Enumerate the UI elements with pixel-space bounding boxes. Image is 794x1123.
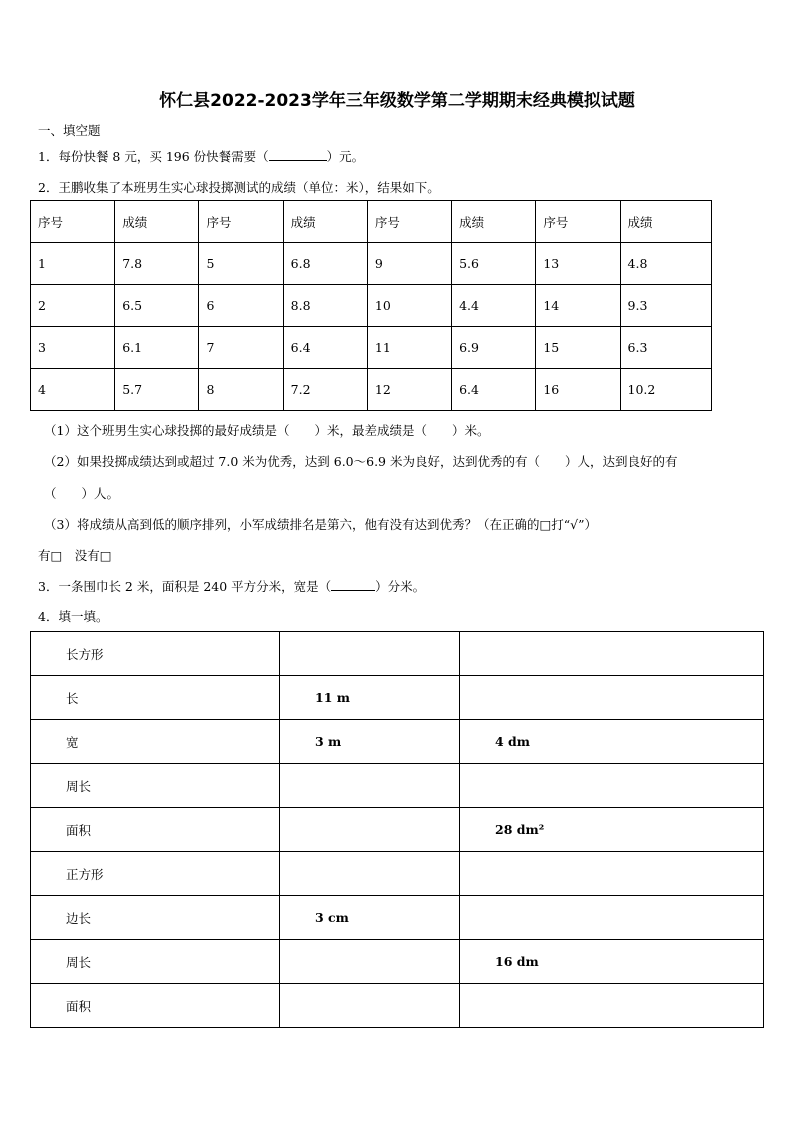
table-header-cell: 成绩 <box>283 201 367 243</box>
row-label: 面积 <box>31 808 280 852</box>
table-cell: 11 <box>367 327 451 369</box>
table-cell: 5.7 <box>115 369 199 411</box>
table-cell: 15 <box>536 327 620 369</box>
table-row <box>31 984 764 1028</box>
table-cell: 9.3 <box>620 285 711 327</box>
table-cell: 7.8 <box>115 243 199 285</box>
table-cell: 6.3 <box>620 327 711 369</box>
answer-blank[interactable] <box>331 578 375 591</box>
question-2-sub-3: （3）将成绩从高到低的顺序排列，小军成绩排名是第六，他有没有达到优秀？（在正确的□打“√”） <box>44 517 598 532</box>
table-cell: 6.9 <box>452 327 536 369</box>
row-label: 周长 <box>31 764 280 808</box>
table-cell: 8.8 <box>283 285 367 327</box>
question-3-text-after: ）分米。 <box>375 579 426 594</box>
table-cell: 4.8 <box>620 243 711 285</box>
table-cell: 4 <box>31 369 115 411</box>
table-row <box>31 243 712 285</box>
question-1-text-before: 1．每份快餐 8 元，买 196 份快餐需要（ <box>38 149 269 164</box>
table-header-cell: 序号 <box>536 201 620 243</box>
table-cell[interactable] <box>280 764 460 808</box>
question-2-intro: 2．王鹏收集了本班男生实心球投掷测试的成绩（单位：米），结果如下。 <box>38 180 440 195</box>
table-cell[interactable]: 4 dm <box>460 720 764 764</box>
table-row <box>31 764 764 808</box>
section-heading: 一、填空题 <box>38 123 101 138</box>
question-2-sub-1: （1）这个班男生实心球投掷的最好成绩是（ ）米，最差成绩是（ ）米。 <box>44 423 490 438</box>
table-cell[interactable] <box>280 632 460 676</box>
table-header-cell: 成绩 <box>452 201 536 243</box>
table-cell: 10 <box>367 285 451 327</box>
question-2-sub-2-line-1: （2）如果投掷成绩达到或超过 7.0 米为优秀，达到 6.0～6.9 米为良好，达到优秀的有（ ）人，达到良好的有 <box>44 454 678 469</box>
question-3 <box>38 577 425 595</box>
row-label: 面积 <box>31 984 280 1028</box>
table-row <box>31 285 712 327</box>
answer-options[interactable]: 有□ 没有□ <box>38 548 112 563</box>
table-row <box>31 327 712 369</box>
table-cell: 16 <box>536 369 620 411</box>
table-cell: 7.2 <box>283 369 367 411</box>
table-header-cell: 序号 <box>31 201 115 243</box>
table-cell: 12 <box>367 369 451 411</box>
table-cell: 4.4 <box>452 285 536 327</box>
table-cell: 6.5 <box>115 285 199 327</box>
table-cell[interactable] <box>460 984 764 1028</box>
question-4-intro: 4．填一填。 <box>38 609 109 624</box>
table-cell[interactable] <box>460 896 764 940</box>
table-header-cell: 序号 <box>199 201 283 243</box>
question-1 <box>38 147 364 165</box>
table-header-row <box>31 201 712 243</box>
table-cell: 7 <box>199 327 283 369</box>
question-2-sub-2-line-2: （ ）人。 <box>44 486 120 501</box>
table-cell: 6.1 <box>115 327 199 369</box>
answer-blank[interactable] <box>269 148 327 161</box>
table-cell: 6.4 <box>452 369 536 411</box>
table-header-cell: 序号 <box>367 201 451 243</box>
table-row <box>31 632 764 676</box>
table-row <box>31 720 764 764</box>
table-cell[interactable] <box>460 852 764 896</box>
question-3-text-before: 3．一条围巾长 2 米，面积是 240 平方分米，宽是（ <box>38 579 332 594</box>
table-cell: 2 <box>31 285 115 327</box>
table-row <box>31 940 764 984</box>
table-cell[interactable] <box>460 764 764 808</box>
question-1-text-after: ）元。 <box>326 149 365 164</box>
table-cell: 8 <box>199 369 283 411</box>
table-header-cell: 成绩 <box>620 201 711 243</box>
table-cell[interactable]: 3 m <box>280 720 460 764</box>
table-row <box>31 676 764 720</box>
table-cell[interactable] <box>280 808 460 852</box>
table-row <box>31 852 764 896</box>
table-cell: 5.6 <box>452 243 536 285</box>
table-cell: 10.2 <box>620 369 711 411</box>
table-cell: 13 <box>536 243 620 285</box>
table-cell[interactable] <box>280 984 460 1028</box>
table-cell: 14 <box>536 285 620 327</box>
row-label: 长方形 <box>31 632 280 676</box>
row-label: 长 <box>31 676 280 720</box>
table-cell: 6 <box>199 285 283 327</box>
table-cell: 5 <box>199 243 283 285</box>
table-cell: 1 <box>31 243 115 285</box>
table-cell[interactable] <box>280 940 460 984</box>
table-cell: 6.8 <box>283 243 367 285</box>
table-cell: 9 <box>367 243 451 285</box>
table-row <box>31 369 712 411</box>
page-title: 怀仁县2022-2023学年三年级数学第二学期期末经典模拟试题 <box>159 91 635 111</box>
scores-table <box>30 200 712 411</box>
table-cell[interactable]: 28 dm² <box>460 808 764 852</box>
table-row <box>31 896 764 940</box>
table-cell[interactable] <box>460 632 764 676</box>
row-label: 边长 <box>31 896 280 940</box>
row-label: 正方形 <box>31 852 280 896</box>
table-cell[interactable] <box>460 676 764 720</box>
table-cell[interactable]: 16 dm <box>460 940 764 984</box>
table-row <box>31 808 764 852</box>
table-header-cell: 成绩 <box>115 201 199 243</box>
table-cell: 6.4 <box>283 327 367 369</box>
table-cell[interactable]: 3 cm <box>280 896 460 940</box>
row-label: 宽 <box>31 720 280 764</box>
table-cell[interactable]: 11 m <box>280 676 460 720</box>
table-cell: 3 <box>31 327 115 369</box>
fill-in-table <box>30 631 764 1028</box>
row-label: 周长 <box>31 940 280 984</box>
table-cell[interactable] <box>280 852 460 896</box>
